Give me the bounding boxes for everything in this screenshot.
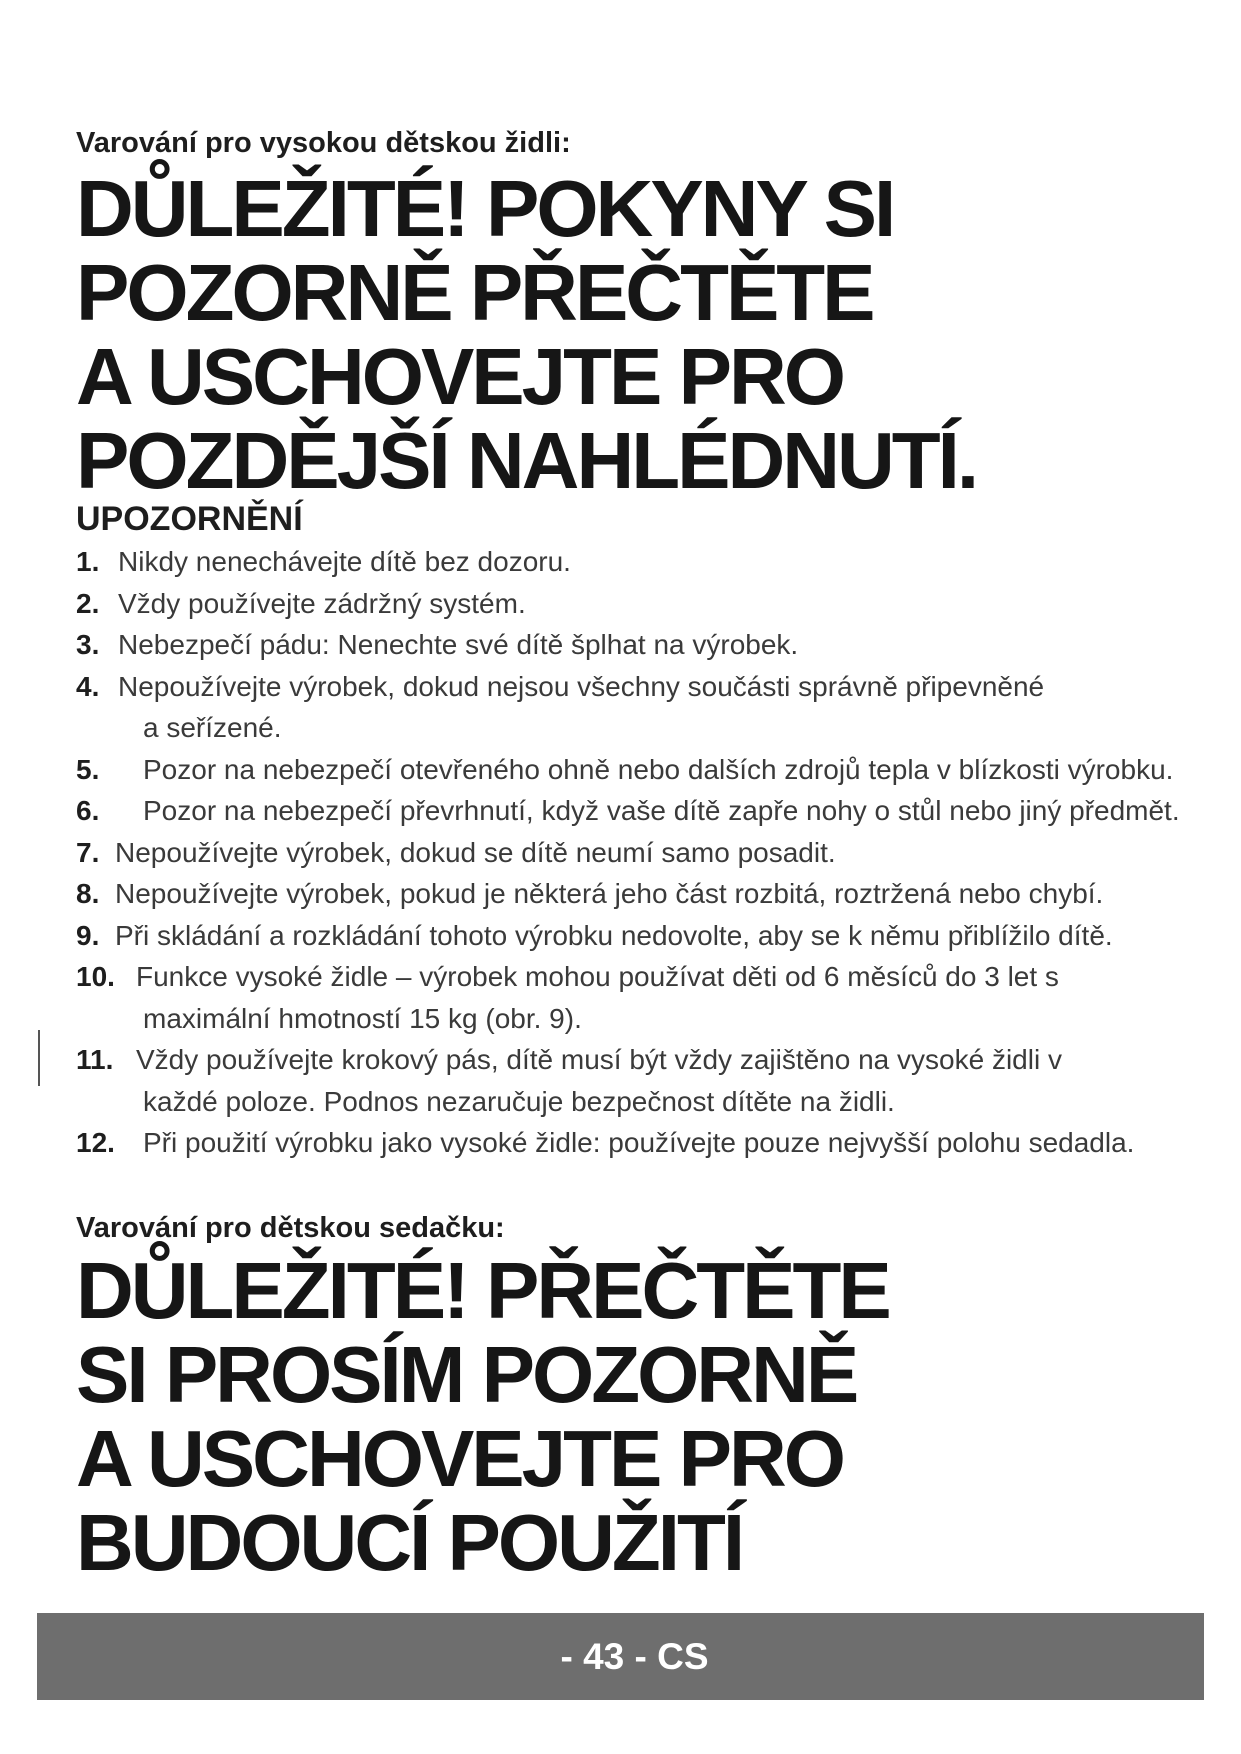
list-item [76,832,1216,874]
page-number: - 43 - CS [560,1636,709,1677]
item-text-continuation: každé poloze. Podnos nezaručuje bezpečnost dítěte na židli. [143,1085,895,1117]
item-number: 4. [76,670,100,702]
item-number: 5. [76,753,100,785]
page-footer-bar [37,1613,1204,1700]
heading-line: A USCHOVEJTE PRO [76,1414,843,1503]
warning-list [76,541,1216,1164]
item-text: Pozor na nebezpečí převrhnutí, když vaše dítě zapře nohy o stůl nebo jiný předmět. [143,795,1180,826]
heading-line: SI PROSÍM POZORNĚ [76,1330,857,1419]
list-item [76,541,1216,583]
item-number: 6. [76,795,100,826]
item-number: 10. [76,961,115,992]
highchair-important-heading [76,164,977,505]
item-number: 8. [76,878,100,909]
heading-line: DŮLEŽITÉ! POKYNY SI [76,164,894,253]
list-item [76,790,1216,832]
list-item [76,624,1216,666]
list-item [76,1122,1216,1164]
list-item [76,873,1216,915]
item-text: Nepoužívejte výrobek, pokud je některá jeho část rozbitá, roztržená nebo chybí. [115,878,1104,909]
heading-line: BUDOUCÍ POUŽITÍ [76,1498,743,1587]
item-number: 2. [76,587,100,619]
list-item [76,915,1216,957]
margin-change-marker [38,1030,40,1086]
car-seat-warning-subtitle: Varování pro dětskou sedačku: [76,1212,505,1244]
heading-line: DŮLEŽITÉ! PŘEČTĚTE [76,1246,889,1335]
item-text: Pozor na nebezpečí otevřeného ohně nebo dalších zdrojů tepla v blízkosti výrobku. [143,753,1174,785]
item-number: 12. [76,1127,115,1158]
highchair-warning-subtitle: Varování pro vysokou dětskou židli: [76,127,571,159]
list-item [76,749,1216,791]
item-text: Nepoužívejte výrobek, dokud se dítě neumí samo posadit. [115,836,836,868]
warning-title: UPOZORNĚNÍ [76,500,303,538]
item-text: Funkce vysoké židle – výrobek mohou používat děti od 6 měsíců do 3 let s [136,961,1059,992]
item-text-continuation: maximální hmotností 15 kg (obr. 9). [143,1002,582,1034]
item-text: Nikdy nenechávejte dítě bez dozoru. [118,546,571,577]
item-number: 9. [76,919,100,951]
car-seat-important-heading [76,1246,889,1587]
heading-line: A USCHOVEJTE PRO [76,332,843,421]
list-item [76,666,1216,749]
item-number: 3. [76,629,100,660]
item-text: Vždy používejte zádržný systém. [118,587,526,619]
item-text: Vždy používejte krokový pás, dítě musí být vždy zajištěno na vysoké židli v [136,1044,1062,1075]
list-item [76,956,1216,1039]
item-text: Při použití výrobku jako vysoké židle: používejte pouze nejvyšší polohu sedadla. [143,1127,1135,1158]
item-text-continuation: a seřízené. [143,712,282,743]
item-number: 7. [76,836,100,868]
item-number: 11. [76,1044,114,1075]
heading-line: POZDĚJŠÍ NAHLÉDNUTÍ. [76,416,977,505]
list-item [76,583,1216,625]
list-item [76,1039,1216,1122]
item-number: 1. [76,546,100,577]
heading-line: POZORNĚ PŘEČTĚTE [76,248,873,337]
item-text: Při skládání a rozkládání tohoto výrobku nedovolte, aby se k němu přiblížilo dítě. [115,919,1113,951]
item-text: Nebezpečí pádu: Nenechte své dítě šplhat na výrobek. [118,629,799,660]
item-text: Nepoužívejte výrobek, dokud nejsou všechny součásti správně připevněné [118,670,1045,702]
